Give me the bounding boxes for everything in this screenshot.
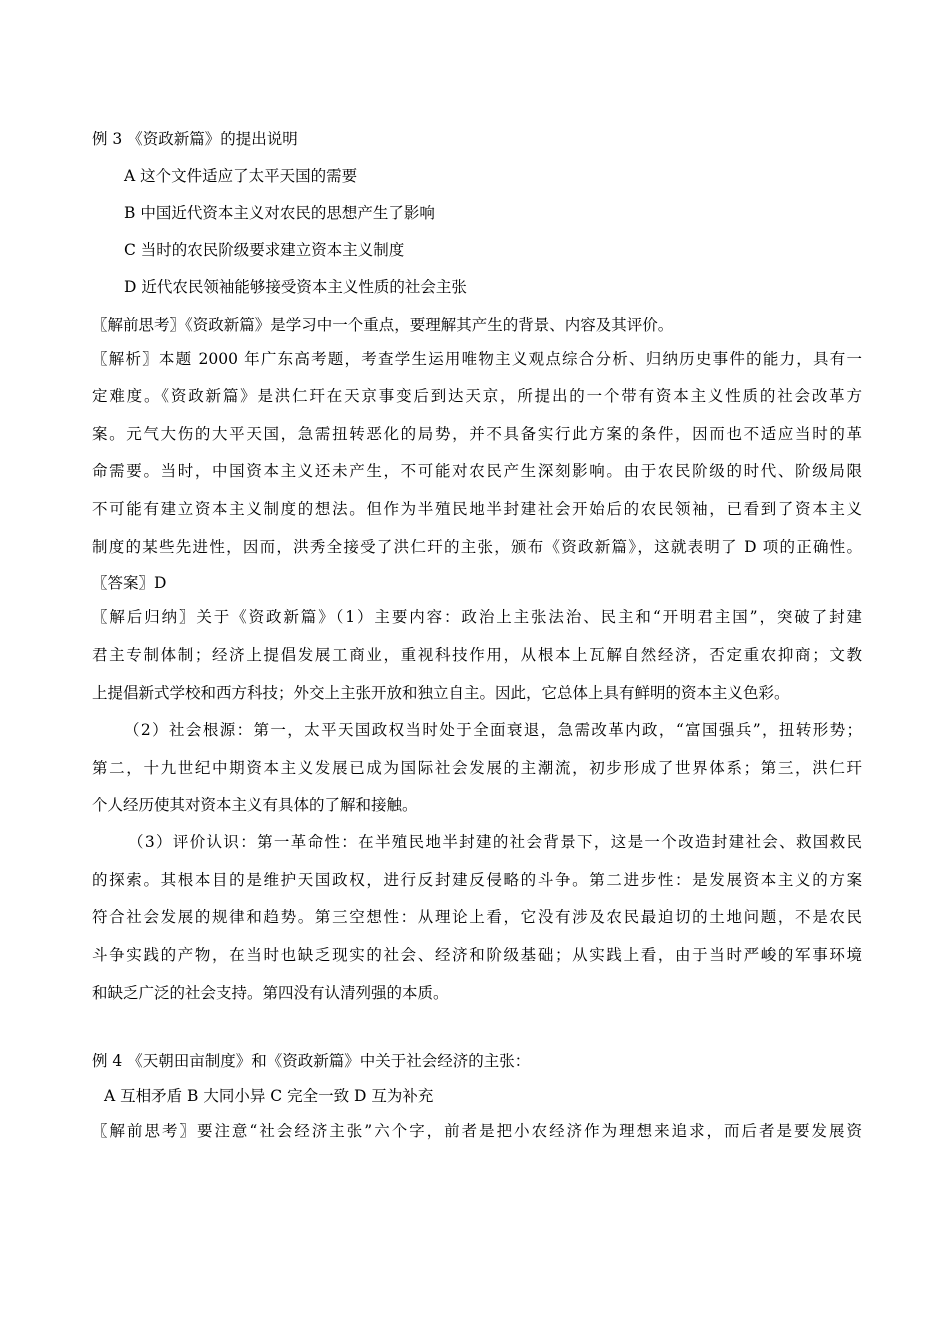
example3-answer: 〖答案〗D <box>92 574 167 592</box>
summary-line: 和缺乏广泛的社会支持。第四没有认清列强的本质。 <box>92 984 449 1002</box>
analysis-line: 〖解析〗本题 2000 年广东高考题，考查学生运用唯物主义观点综合分析、归纳历史事件的能力，具有一 <box>92 350 862 368</box>
summary-line: 符合社会发展的规律和趋势。第三空想性：从理论上看，它没有涉及农民最迫切的土地问题，不是农民 <box>92 908 862 926</box>
example4-question: 例 4 《天朝田亩制度》和《资政新篇》中关于社会经济的主张： <box>92 1052 531 1070</box>
summary-line: （3）评价认识：第一革命性：在半殖民地半封建的社会背景下，这是一个改造封建社会、救国救民 <box>128 833 862 851</box>
summary-line: 个人经历使其对资本主义有具体的了解和接触。 <box>92 796 418 814</box>
example4-options: A 互相矛盾 B 大同小异 C 完全一致 D 互为补充 <box>104 1087 434 1105</box>
summary-line: 君主专制体制；经济上提倡发展工商业，重视科技作用，从根本上瓦解自然经济，否定重农抑商；文教 <box>92 646 862 664</box>
example3-think: 〖解前思考〗《资政新篇》是学习中一个重点，要理解其产生的背景、内容及其评价。 <box>92 316 674 334</box>
analysis-line: 不可能有建立资本主义制度的想法。但作为半殖民地半封建社会开始后的农民领袖，已看到了资本主义 <box>92 500 862 518</box>
example4-think: 〖解前思考〗要注意“社会经济主张”六个字，前者是把小农经济作为理想来追求，而后者是要发展资 <box>92 1122 862 1140</box>
example3-option-d: D 近代农民领袖能够接受资本主义性质的社会主张 <box>124 278 467 296</box>
summary-line: （2）社会根源：第一，太平天国政权当时处于全面衰退，急需改革内政，“富国强兵”，扭转形势； <box>124 721 862 739</box>
example3-question: 例 3 《资政新篇》的提出说明 <box>92 130 298 148</box>
summary-line: 〖解后归纳〗关于《资政新篇》（1）主要内容：政治上主张法治、民主和“开明君主国”，突破了封建 <box>92 608 862 626</box>
analysis-line: 命需要。当时，中国资本主义还未产生，不可能对农民产生深刻影响。由于农民阶级的时代、阶级局限 <box>92 462 862 480</box>
analysis-line: 案。元气大伤的大平天国，急需扭转恶化的局势，并不具备实行此方案的条件，因而也不适应当时的革 <box>92 425 862 443</box>
analysis-line: 定难度。《资政新篇》是洪仁玕在天京事变后到达天京，所提出的一个带有资本主义性质的社会改革方 <box>92 387 862 405</box>
summary-line: 第二，十九世纪中期资本主义发展已成为国际社会发展的主潮流，初步形成了世界体系；第三，洪仁玕 <box>92 759 862 777</box>
summary-line: 斗争实践的产物，在当时也缺乏现实的社会、经济和阶级基础；从实践上看，由于当时严峻的军事环境 <box>92 946 862 964</box>
example3-option-a: A 这个文件适应了太平天国的需要 <box>124 167 358 185</box>
summary-line: 上提倡新式学校和西方科技；外交上主张开放和独立自主。因此，它总体上具有鲜明的资本主义色彩。 <box>92 684 790 702</box>
analysis-line: 制度的某些先进性，因而，洪秀全接受了洪仁玕的主张，颁布《资政新篇》，这就表明了 D 项的正确性。 <box>92 538 862 556</box>
example3-option-c: C 当时的农民阶级要求建立资本主义制度 <box>124 241 405 259</box>
summary-line: 的探索。其根本目的是维护天国政权，进行反封建反侵略的斗争。第二进步性：是发展资本主义的方案 <box>92 871 862 889</box>
example3-option-b: B 中国近代资本主义对农民的思想产生了影响 <box>124 204 435 222</box>
